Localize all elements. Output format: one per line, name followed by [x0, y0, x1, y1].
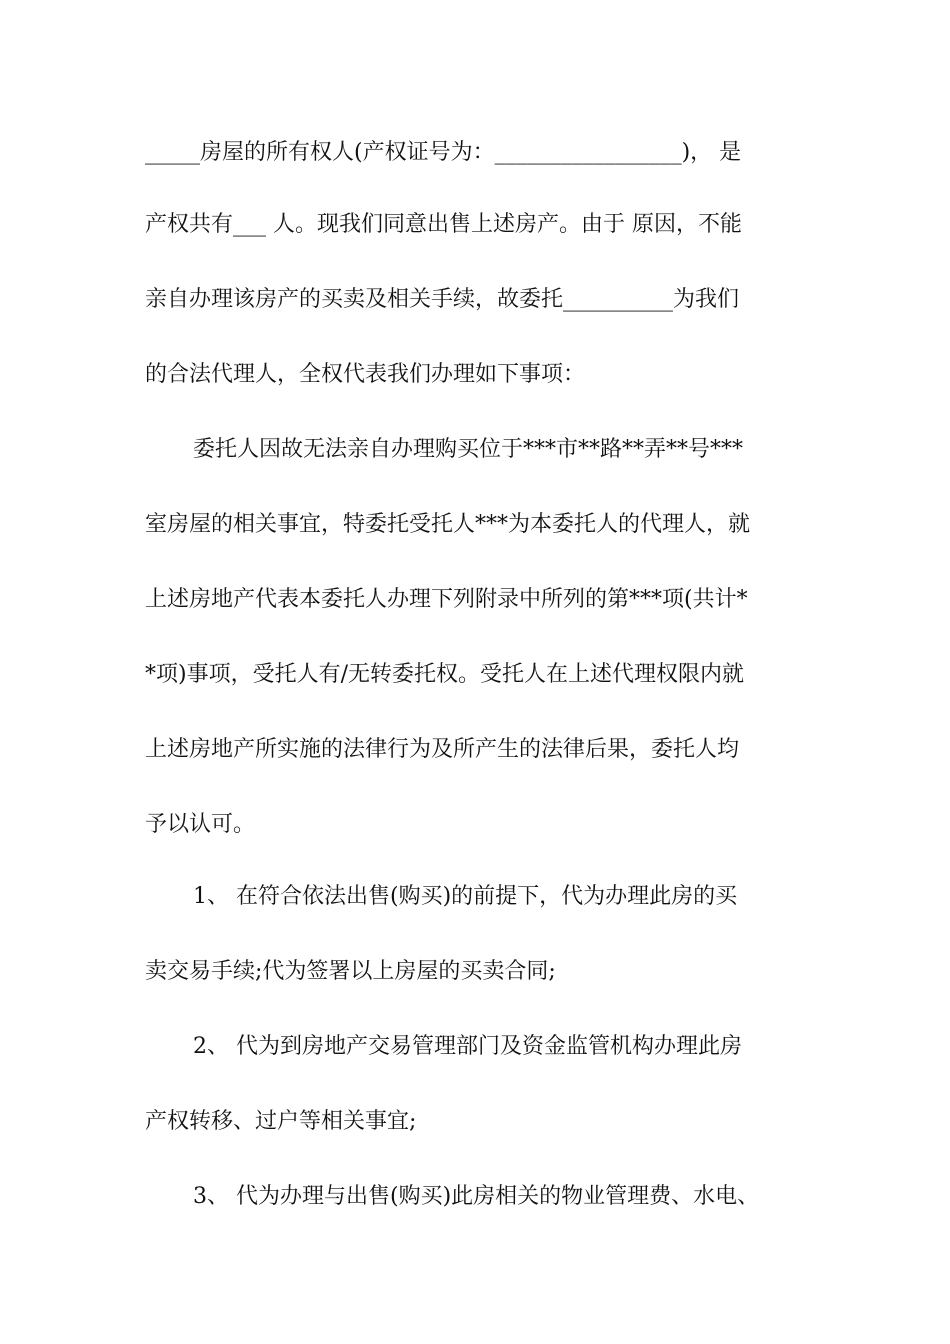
text-line-5: 委托人因故无法亲自办理购买位于***市**路**弄**号*** — [193, 437, 744, 462]
text-line-3: 亲自办理该房产的买卖及相关手续，故委托__________为我们 — [145, 287, 740, 312]
text-line-2: 产权共有___ 人。现我们同意出售上述房产。由于 原因，不能 — [145, 212, 742, 237]
text-line-7: 上述房地产代表本委托人办理下列附录中所列的第***项(共计* — [145, 587, 748, 612]
text-line-12: 卖交易手续;代为签署以上房屋的买卖合同; — [145, 959, 556, 984]
text-line-8: *项)事项，受托人有/无转委托权。受托人在上述代理权限内就 — [145, 662, 744, 687]
text-line-6: 室房屋的相关事宜，特委托受托人***为本委托人的代理人，就 — [145, 512, 751, 537]
text-line-14: 产权转移、过户等相关事宜; — [145, 1109, 417, 1134]
text-line-10: 予以认可。 — [145, 812, 256, 837]
text-line-11: 1、 在符合依法出售(购买)的前提下，代为办理此房的买 — [193, 884, 738, 909]
text-line-1: _____房屋的所有权人(产权证号为：_________________)， 是 — [145, 140, 742, 165]
text-line-13: 2、 代为到房地产交易管理部门及资金监管机构办理此房 — [193, 1034, 742, 1059]
text-line-9: 上述房地产所实施的法律行为及所产生的法律后果，委托人均 — [145, 737, 740, 762]
text-line-4: 的合法代理人，全权代表我们办理如下事项： — [145, 362, 586, 387]
text-line-15: 3、 代为办理与出售(购买)此房相关的物业管理费、水电、 — [193, 1184, 760, 1209]
